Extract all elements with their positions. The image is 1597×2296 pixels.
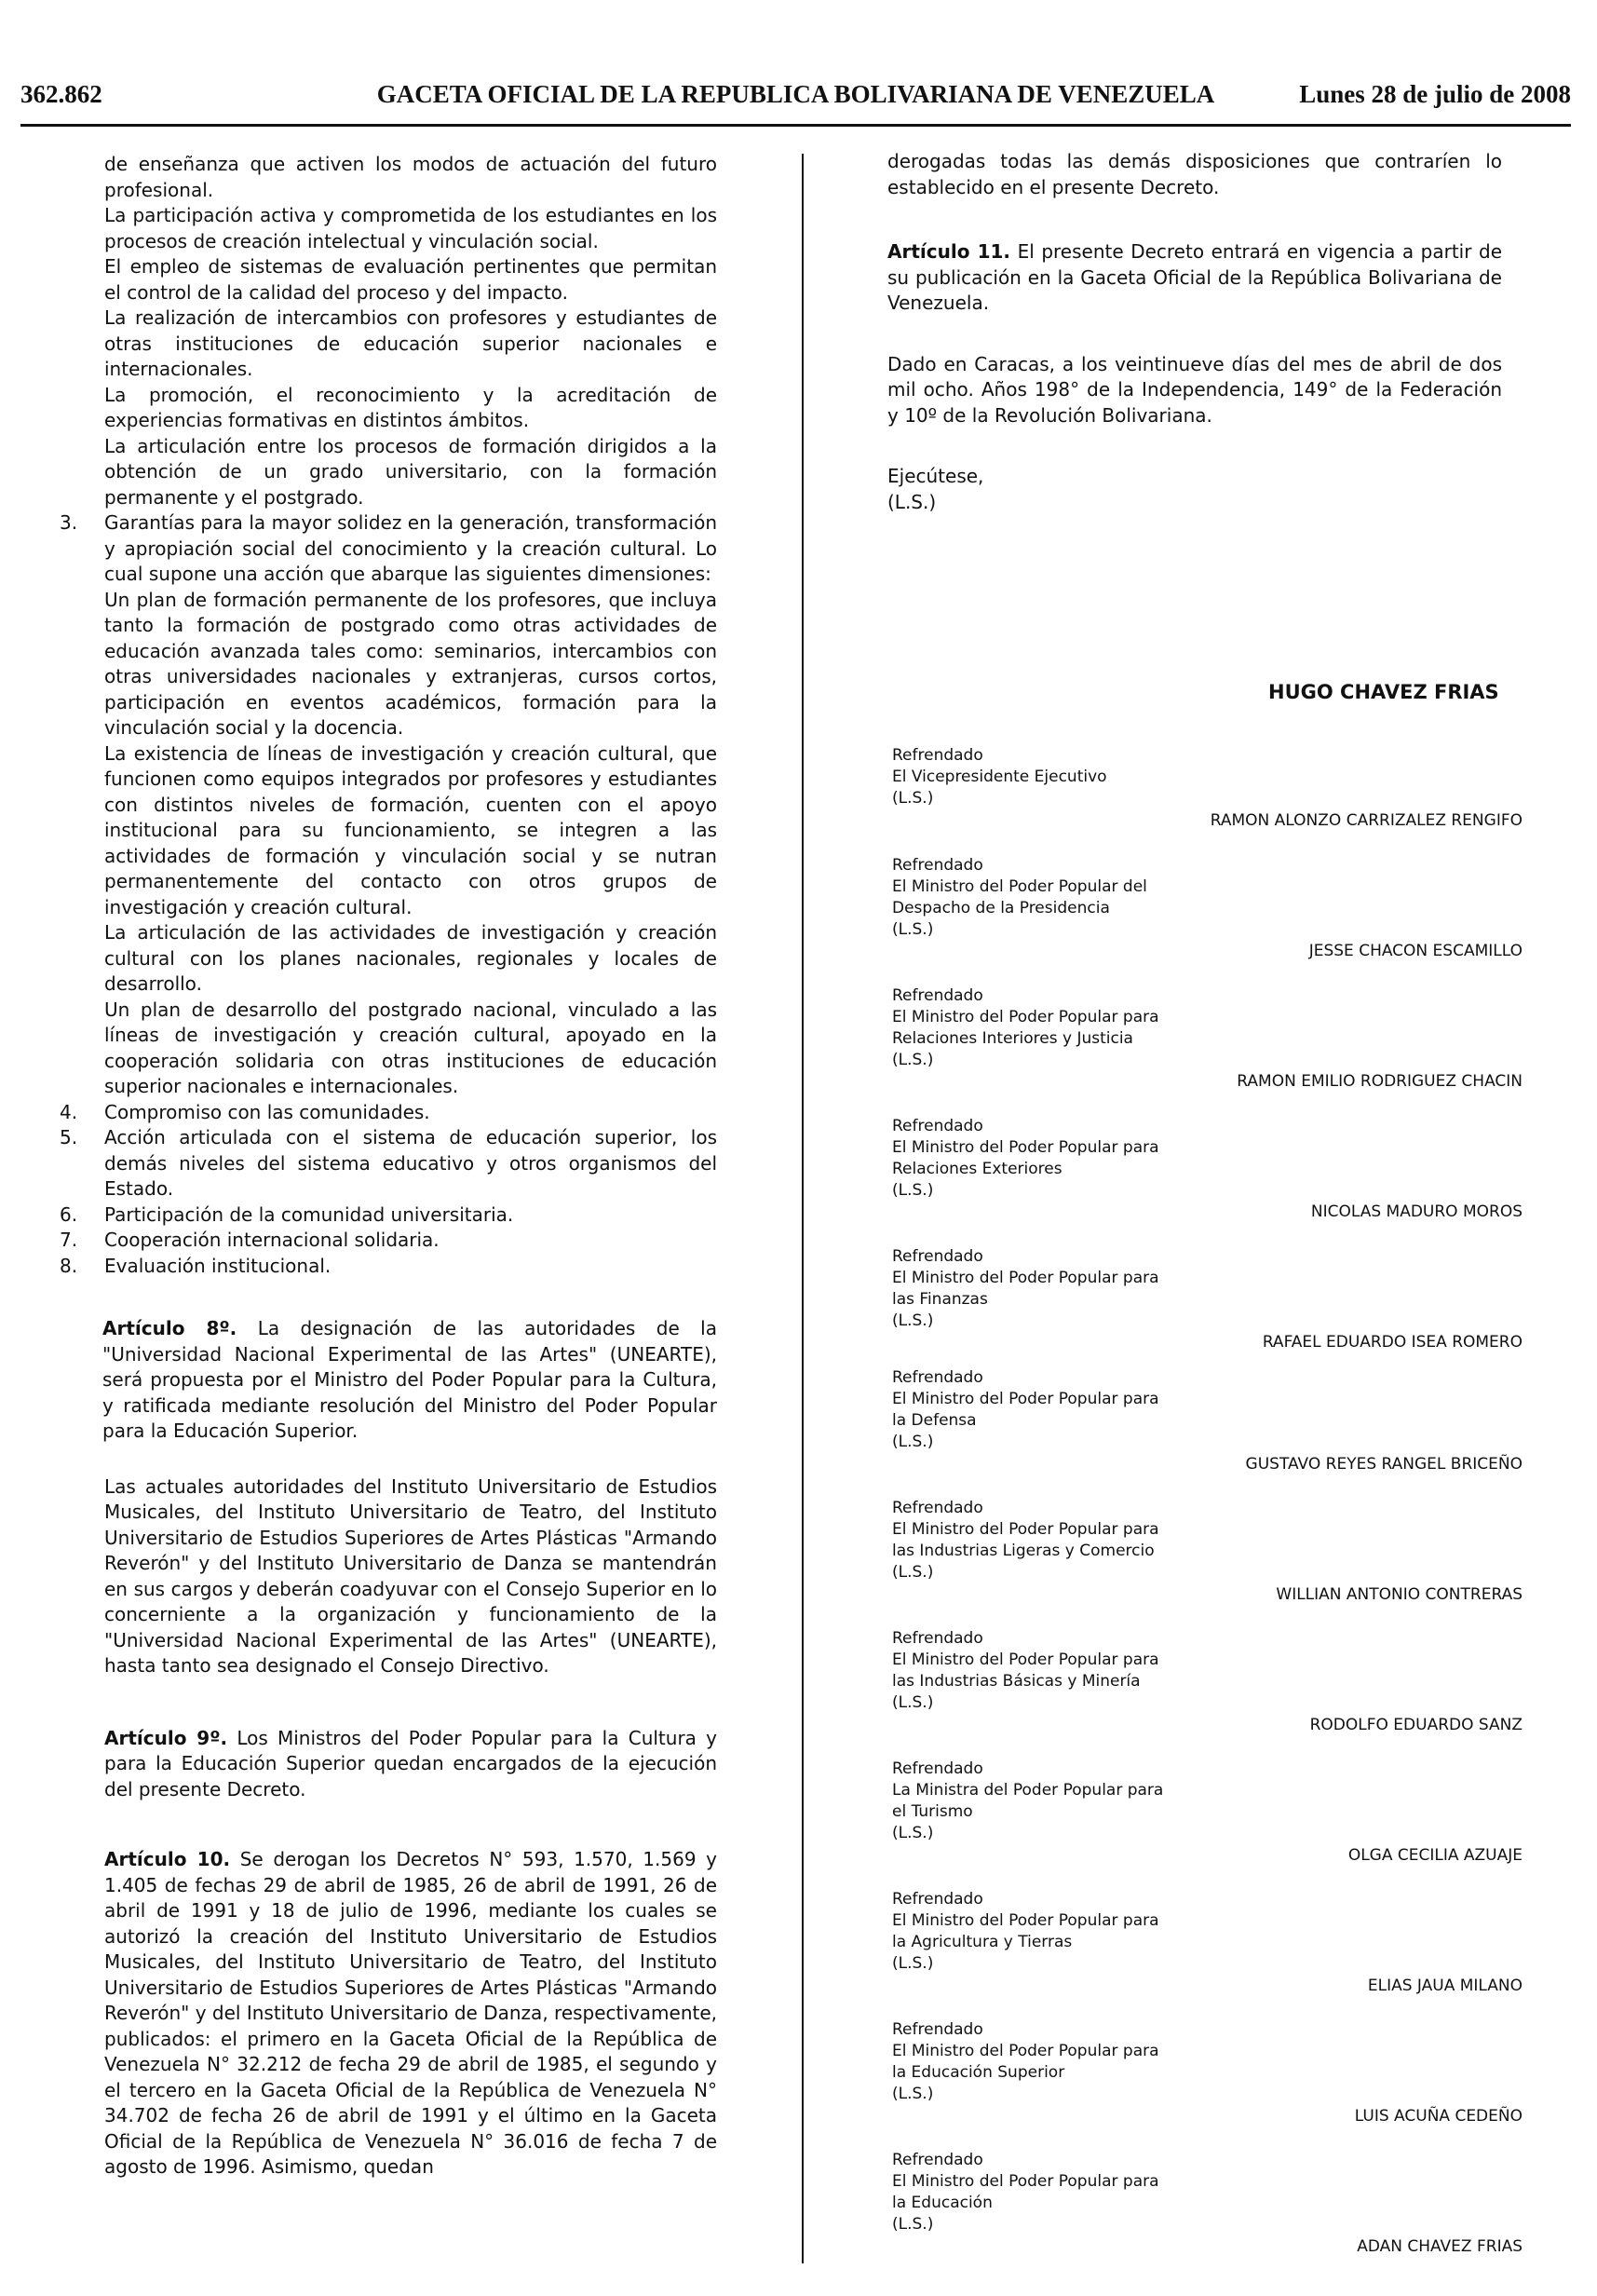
refrendo-line: Despacho de la Presidencia: [892, 899, 1110, 917]
paragraph: Un plan de desarrollo del postgrado nacional, vinculado a las líneas de investigación y creación cultural, apoyado en la cooperación solidaria con otras instituciones de educación superior nacionales e internacionales.: [104, 998, 717, 1097]
list-item: [60, 1228, 717, 1254]
paragraph: La articulación entre los procesos de formación dirigidos a la obtención de un grado universitario, con la formación permanente y el postgrado.: [104, 434, 717, 509]
paragraph: La realización de intercambios con profesores y estudiantes de otras instituciones de educación superior nacionales e internacionales.: [104, 306, 717, 380]
list-item: [60, 1125, 717, 1202]
refrendo-line: (L.S.): [892, 1311, 934, 1330]
refrendo-line: (L.S.): [892, 1824, 934, 1842]
paragraph: Un plan de formación permanente de los profesores, que incluya tanto la formación de postgrado como otras actividades de educación avanzada tales como: seminarios, intercambios con otras universidades nacionales y extranjeras, cursos cortos, participación en eventos académicos, formación para la vinculación social y la docencia.: [104, 588, 717, 739]
refrendo-line: (L.S.): [892, 1563, 934, 1582]
article-text: Los Ministros del Poder Popular para la Cultura y para la Educación Superior quedan encargados de la ejecución del presente Decreto.: [104, 1726, 717, 1800]
signatory-name: GUSTAVO REYES RANGEL BRICEÑO: [1245, 1455, 1523, 1474]
refrendo-line: las Industrias Ligeras y Comercio: [892, 1542, 1155, 1560]
refrendo-line: Refrendado: [892, 1629, 983, 1648]
signatory-name: RODOLFO EDUARDO SANZ: [1309, 1716, 1523, 1734]
list-text: Evaluación institucional.: [104, 1254, 332, 1277]
refrendo-line: (L.S.): [892, 1051, 934, 1069]
paragraph: derogadas todas las demás disposiciones que contraríen lo establecido en el presente Decreto.: [887, 150, 1502, 198]
article-heading: Artículo 10.: [104, 1848, 231, 1870]
right-column: [887, 149, 1502, 515]
list-number: 8.: [60, 1254, 78, 1277]
signatory-name: RAFAEL EDUARDO ISEA ROMERO: [1262, 1333, 1523, 1352]
refrendo-block: [892, 1889, 1171, 1975]
list-item: [60, 510, 717, 588]
refrendo-line: Refrendado: [892, 2151, 983, 2169]
list-number: 5.: [60, 1126, 78, 1148]
signatory-name: RAMON ALONZO CARRIZALEZ RENGIFO: [1210, 811, 1523, 830]
refrendo-line: Refrendado: [892, 746, 983, 765]
article-11: [887, 239, 1502, 317]
refrendo-line: (L.S.): [892, 1181, 934, 1200]
refrendo-line: El Ministro del Poder Popular para: [892, 1138, 1159, 1157]
refrendo-line: El Ministro del Poder Popular para: [892, 1390, 1159, 1408]
refrendo-line: la Agricultura y Tierras: [892, 1933, 1073, 1951]
list-item: [60, 1202, 717, 1229]
gazette-header: [20, 80, 1571, 125]
dated-clause: Dado en Caracas, a los veintinueve días del mes de abril de dos mil ocho. Años 198° de la Independencia, 149° de la Federación y 10º de la Revolución Bolivariana.: [887, 352, 1502, 427]
refrendo-line: Refrendado: [892, 1499, 983, 1517]
refrendo-line: Refrendado: [892, 1247, 983, 1266]
refrendo-line: la Defensa: [892, 1411, 977, 1430]
paragraph: La existencia de líneas de investigación y creación cultural, que funcionen como equipos integrados por profesores y estudiantes con distintos niveles de formación, cuenten con el apoyo institucional para su funcionamiento, se integren a las actividades de formación y vinculación social y se nutran permanentemente del contacto con otros grupos de investigación y creación cultural.: [104, 741, 717, 918]
refrendo-line: (L.S.): [892, 920, 934, 939]
list-text: Garantías para la mayor solidez en la generación, transformación y apropiación social del conocimiento y la creación cultural. Lo cual supone una acción que abarque las siguientes dimensiones:: [104, 511, 717, 585]
list-number: 6.: [60, 1202, 78, 1226]
refrendo-line: Refrendado: [892, 856, 983, 875]
refrendo-line: El Ministro del Poder Popular para: [892, 1520, 1159, 1539]
refrendo-line: (L.S.): [892, 1954, 934, 1973]
refrendo-block: [892, 1498, 1171, 1583]
page-number: 362.862: [20, 80, 102, 108]
refrendo-block: [892, 1367, 1171, 1453]
signatory-name: ADAN CHAVEZ FRIAS: [1357, 2237, 1523, 2256]
gazette-title: GACETA OFICIAL DE LA REPUBLICA BOLIVARIANA DE VENEZUELA: [376, 80, 1215, 108]
list-number: 4.: [60, 1100, 78, 1123]
refrendo-line: El Ministro del Poder Popular para: [892, 1651, 1159, 1669]
refrendo-line: (L.S.): [892, 1693, 934, 1712]
refrendo-block: [892, 2150, 1171, 2235]
signatory-name: OLGA CECILIA AZUAJE: [1347, 1846, 1523, 1865]
refrendo-line: El Ministro del Poder Popular para: [892, 1008, 1159, 1026]
refrendo-line: las Finanzas: [892, 1290, 988, 1309]
refrendo-line: la Educación: [892, 2194, 993, 2212]
seal-label: (L.S.): [887, 490, 937, 513]
left-column: [60, 152, 718, 2181]
president-name: HUGO CHAVEZ FRIAS: [1268, 681, 1499, 703]
signatory-name: LUIS ACUÑA CEDEÑO: [1354, 2107, 1523, 2126]
refrendo-line: Refrendado: [892, 1368, 983, 1387]
refrendo-line: las Industrias Básicas y Minería: [892, 1672, 1141, 1691]
refrendo-line: Refrendado: [892, 1117, 983, 1135]
refrendo-line: Refrendado: [892, 1890, 983, 1909]
refrendo-line: Refrendado: [892, 986, 983, 1005]
header-rule: [20, 124, 1571, 127]
list-number: 3.: [60, 511, 78, 534]
signatory-name: RAMON EMILIO RODRIGUEZ CHACIN: [1237, 1072, 1523, 1091]
article-heading: Artículo 9º.: [104, 1726, 228, 1749]
refrendo-line: La Ministra del Poder Popular para: [892, 1781, 1164, 1800]
article-8: [102, 1316, 717, 1445]
list-text: Acción articulada con el sistema de educación superior, los demás niveles del sistema educativo y otros organismos del Estado.: [104, 1126, 717, 1200]
refrendo-line: El Ministro del Poder Popular para: [892, 1269, 1159, 1287]
paragraph: El empleo de sistemas de evaluación pertinentes que permitan el control de la calidad del proceso y del impacto.: [104, 255, 717, 304]
refrendo-line: el Turismo: [892, 1802, 973, 1821]
article-heading: Artículo 8º.: [102, 1317, 237, 1339]
article-text: Se derogan los Decretos N° 593, 1.570, 1.569 y 1.405 de fechas 29 de abril de 1985, 26 de abril de 1991, 26 de abril de 1991 y 18 de julio de 1996, mediante los cuales se autorizó la creación del Instituto Universitario de Estudios Musicales, del Instituto Universitario de Teatro, del Instituto Universitario de Estudios Superiores de Artes Plásticas "Armando Reverón" y del Instituto Universitario de Danza, respectivamente, publicados: el primero en la Gaceta Oficial de la República de Venezuela N° 32.212 de fecha 29 de abril de 1985, el segundo y el tercero en la Gaceta Oficial de la República de Venezuela N° 34.702 de fecha 26 de abril de 1991 y el último en la Gaceta Oficial de la República de Venezuela N° 36.016 de fecha 7 de agosto de 1996. Asimismo, quedan: [104, 1848, 718, 2178]
article-10: [104, 1847, 717, 2181]
refrendo-block: [892, 1116, 1171, 1202]
refrendo-line: (L.S.): [892, 1433, 934, 1451]
refrendo-block: [892, 985, 1171, 1071]
refrendo-line: El Ministro del Poder Popular para: [892, 2172, 1159, 2191]
paragraph: Las actuales autoridades del Instituto Universitario de Estudios Musicales, del Instituto Universitario de Teatro, del Instituto Universitario de Estudios Superiores de Artes Plásticas "Armando Reverón" y del Instituto Universitario de Danza se mantendrán en sus cargos y deberán coadyuvar con el Consejo Superior en lo concerniente a la organización y funcionamiento de la "Universidad Nacional Experimental de las Artes" (UNEARTE), hasta tanto sea designado el Consejo Directivo.: [104, 1474, 717, 1677]
refrendo-line: Relaciones Exteriores: [892, 1160, 1062, 1178]
refrendo-line: (L.S.): [892, 789, 934, 808]
refrendo-line: Refrendado: [892, 1759, 983, 1778]
refrendo-line: Refrendado: [892, 2020, 983, 2039]
refrendo-block: [892, 745, 1171, 809]
paragraph: La promoción, el reconocimiento y la acreditación de experiencias formativas en distintos ámbitos.: [104, 383, 717, 431]
paragraph: La articulación de las actividades de investigación y creación cultural con los planes nacionales, regionales y locales de desarrollo.: [104, 921, 717, 995]
signatory-name: JESSE CHACON ESCAMILLO: [1308, 942, 1523, 960]
ejecutese-label: Ejecútese,: [887, 465, 984, 487]
signatory-name: WILLIAN ANTONIO CONTRERAS: [1276, 1585, 1523, 1604]
refrendo-line: El Ministro del Poder Popular del: [892, 877, 1147, 896]
signatory-name: ELIAS JAUA MILANO: [1367, 1977, 1523, 1995]
list-text: Compromiso con las comunidades.: [104, 1100, 430, 1123]
refrendo-block: [892, 2019, 1171, 2105]
article-text: La designación de las autoridades de la "Universidad Nacional Experimental de las Artes" (UNEARTE), será propuesta por el Ministro del Poder Popular para la Cultura, y ratificada mediante resolución del Ministro del Poder Popular para la Educación Superior.: [102, 1317, 717, 1442]
refrendo-line: El Vicepresidente Ejecutivo: [892, 768, 1107, 786]
refrendo-line: El Ministro del Poder Popular para: [892, 2042, 1159, 2060]
refrendo-line: El Ministro del Poder Popular para: [892, 1911, 1159, 1930]
article-9: [104, 1726, 717, 1803]
refrendo-line: (L.S.): [892, 2215, 934, 2234]
issue-date: Lunes 28 de julio de 2008: [1299, 80, 1571, 108]
refrendo-line: (L.S.): [892, 2085, 934, 2103]
paragraph: La participación activa y comprometida de los estudiantes en los procesos de creación intelectual y vinculación social.: [104, 204, 717, 252]
article-heading: Artículo 11.: [887, 240, 1011, 263]
refrendo-block: [892, 855, 1171, 941]
refrendo-line: la Educación Superior: [892, 2063, 1065, 2082]
refrendo-block: [892, 1628, 1171, 1714]
list-item: [60, 1100, 717, 1126]
column-divider: [802, 154, 804, 2263]
refrendo-block: [892, 1759, 1171, 1844]
article-text: El presente Decreto entrará en vigencia a partir de su publicación en la Gaceta Oficial de la República Bolivariana de Venezuela.: [887, 240, 1503, 314]
list-text: Cooperación internacional solidaria.: [104, 1229, 440, 1251]
signatory-name: NICOLAS MADURO MOROS: [1310, 1202, 1523, 1221]
paragraph: de enseñanza que activen los modos de actuación del futuro profesional.: [104, 153, 717, 201]
refrendo-block: [892, 1246, 1171, 1332]
refrendo-line: Relaciones Interiores y Justicia: [892, 1029, 1133, 1048]
list-number: 7.: [60, 1229, 78, 1251]
list-item: [60, 1254, 717, 1280]
list-text: Participación de la comunidad universitaria.: [104, 1202, 514, 1226]
